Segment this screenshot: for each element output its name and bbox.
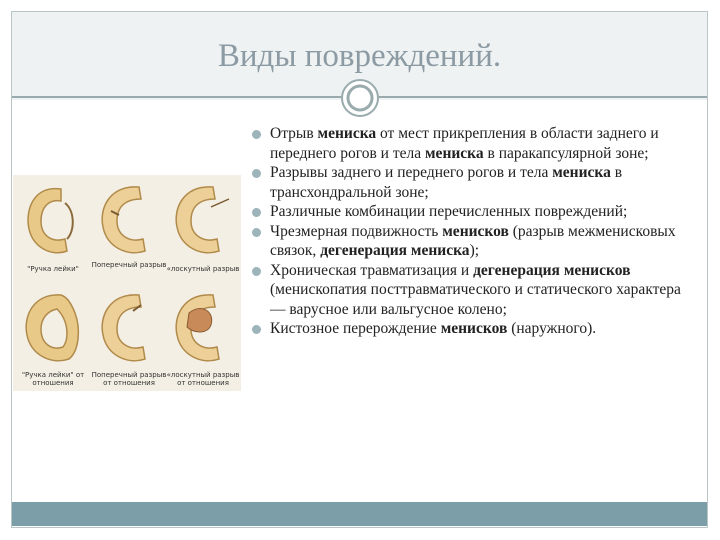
meniscus-image: [97, 181, 159, 261]
slide-title: Виды повреждений.: [217, 38, 502, 74]
list-text: Кистозное перерождение: [270, 320, 441, 337]
meniscus-image: [21, 289, 83, 369]
list-text: Разрывы заднего и переднего рогов и тела: [270, 164, 553, 181]
list-text: в паракапсулярной зоне;: [483, 144, 649, 162]
tear-flap: [165, 177, 240, 277]
list-text: );: [469, 242, 480, 259]
injury-type-list: [244, 124, 699, 339]
list-text: Различные комбинации перечисленных повреждений;: [270, 203, 628, 220]
list-item: [244, 202, 699, 222]
bullet-dot-icon: [252, 208, 261, 217]
list-text: Хроническая травматизация и: [270, 261, 474, 279]
bullet-dot-icon: [252, 228, 261, 237]
list-item: [244, 124, 699, 163]
bold-term: мениска: [317, 125, 377, 142]
tear-transverse: [91, 177, 167, 277]
list-text: Отрыв: [270, 125, 318, 142]
tear-bucket-handle-detached: [15, 285, 87, 385]
figure-caption: "Ручка лейки": [27, 265, 79, 273]
bold-term: менисков: [442, 222, 509, 240]
list-text: от мест прикрепления в области заднего и переднего рогов и тела: [270, 125, 659, 162]
list-item: [244, 319, 699, 339]
meniscus-image: [97, 289, 159, 369]
tear-transverse-detached: [91, 285, 167, 387]
bullet-dot-icon: [252, 130, 261, 139]
bullet-dot-icon: [252, 169, 261, 178]
figure-caption: «лоскутный разрыв: [166, 265, 240, 273]
bullet-dot-icon: [252, 267, 261, 276]
list-text: (менископатия посттравматического и статического характера — варусное или вальгусное колено;: [270, 281, 681, 318]
bold-term: дегенерация менисков: [473, 261, 631, 279]
figure-caption: Поперечный разрыв от отношения: [91, 371, 167, 387]
bold-term: мениска: [425, 144, 484, 162]
bold-term: дегенерация мениска: [320, 242, 470, 259]
list-text: (наружного).: [507, 320, 597, 337]
list-item: [244, 163, 699, 202]
meniscus-image: [171, 181, 233, 261]
meniscus-image: [171, 289, 233, 369]
bold-term: мениска: [552, 164, 611, 181]
figure-caption: «лоскутный разрыв от отношения: [166, 371, 240, 387]
tear-flap-detached: [165, 285, 240, 387]
figure-caption: "Ручка лейки" от отношения: [21, 371, 85, 387]
meniscus-image: [21, 181, 83, 261]
bullet-dot-icon: [252, 325, 261, 334]
list-text: в трансхондральной зоне;: [270, 164, 623, 201]
figure-caption: Поперечный разрыв: [91, 261, 167, 269]
ornament-ring-icon: [340, 78, 380, 118]
tear-bucket-handle: [15, 177, 87, 277]
bold-term: менисков: [440, 320, 508, 337]
list-text: (разрыв межменисковых связок,: [270, 222, 676, 259]
bottom-accent-band: [12, 502, 707, 526]
meniscus-tear-figure: [13, 175, 241, 391]
list-text: Чрезмерная подвижность: [270, 222, 443, 240]
list-item: [244, 222, 699, 261]
list-item: [244, 261, 699, 320]
